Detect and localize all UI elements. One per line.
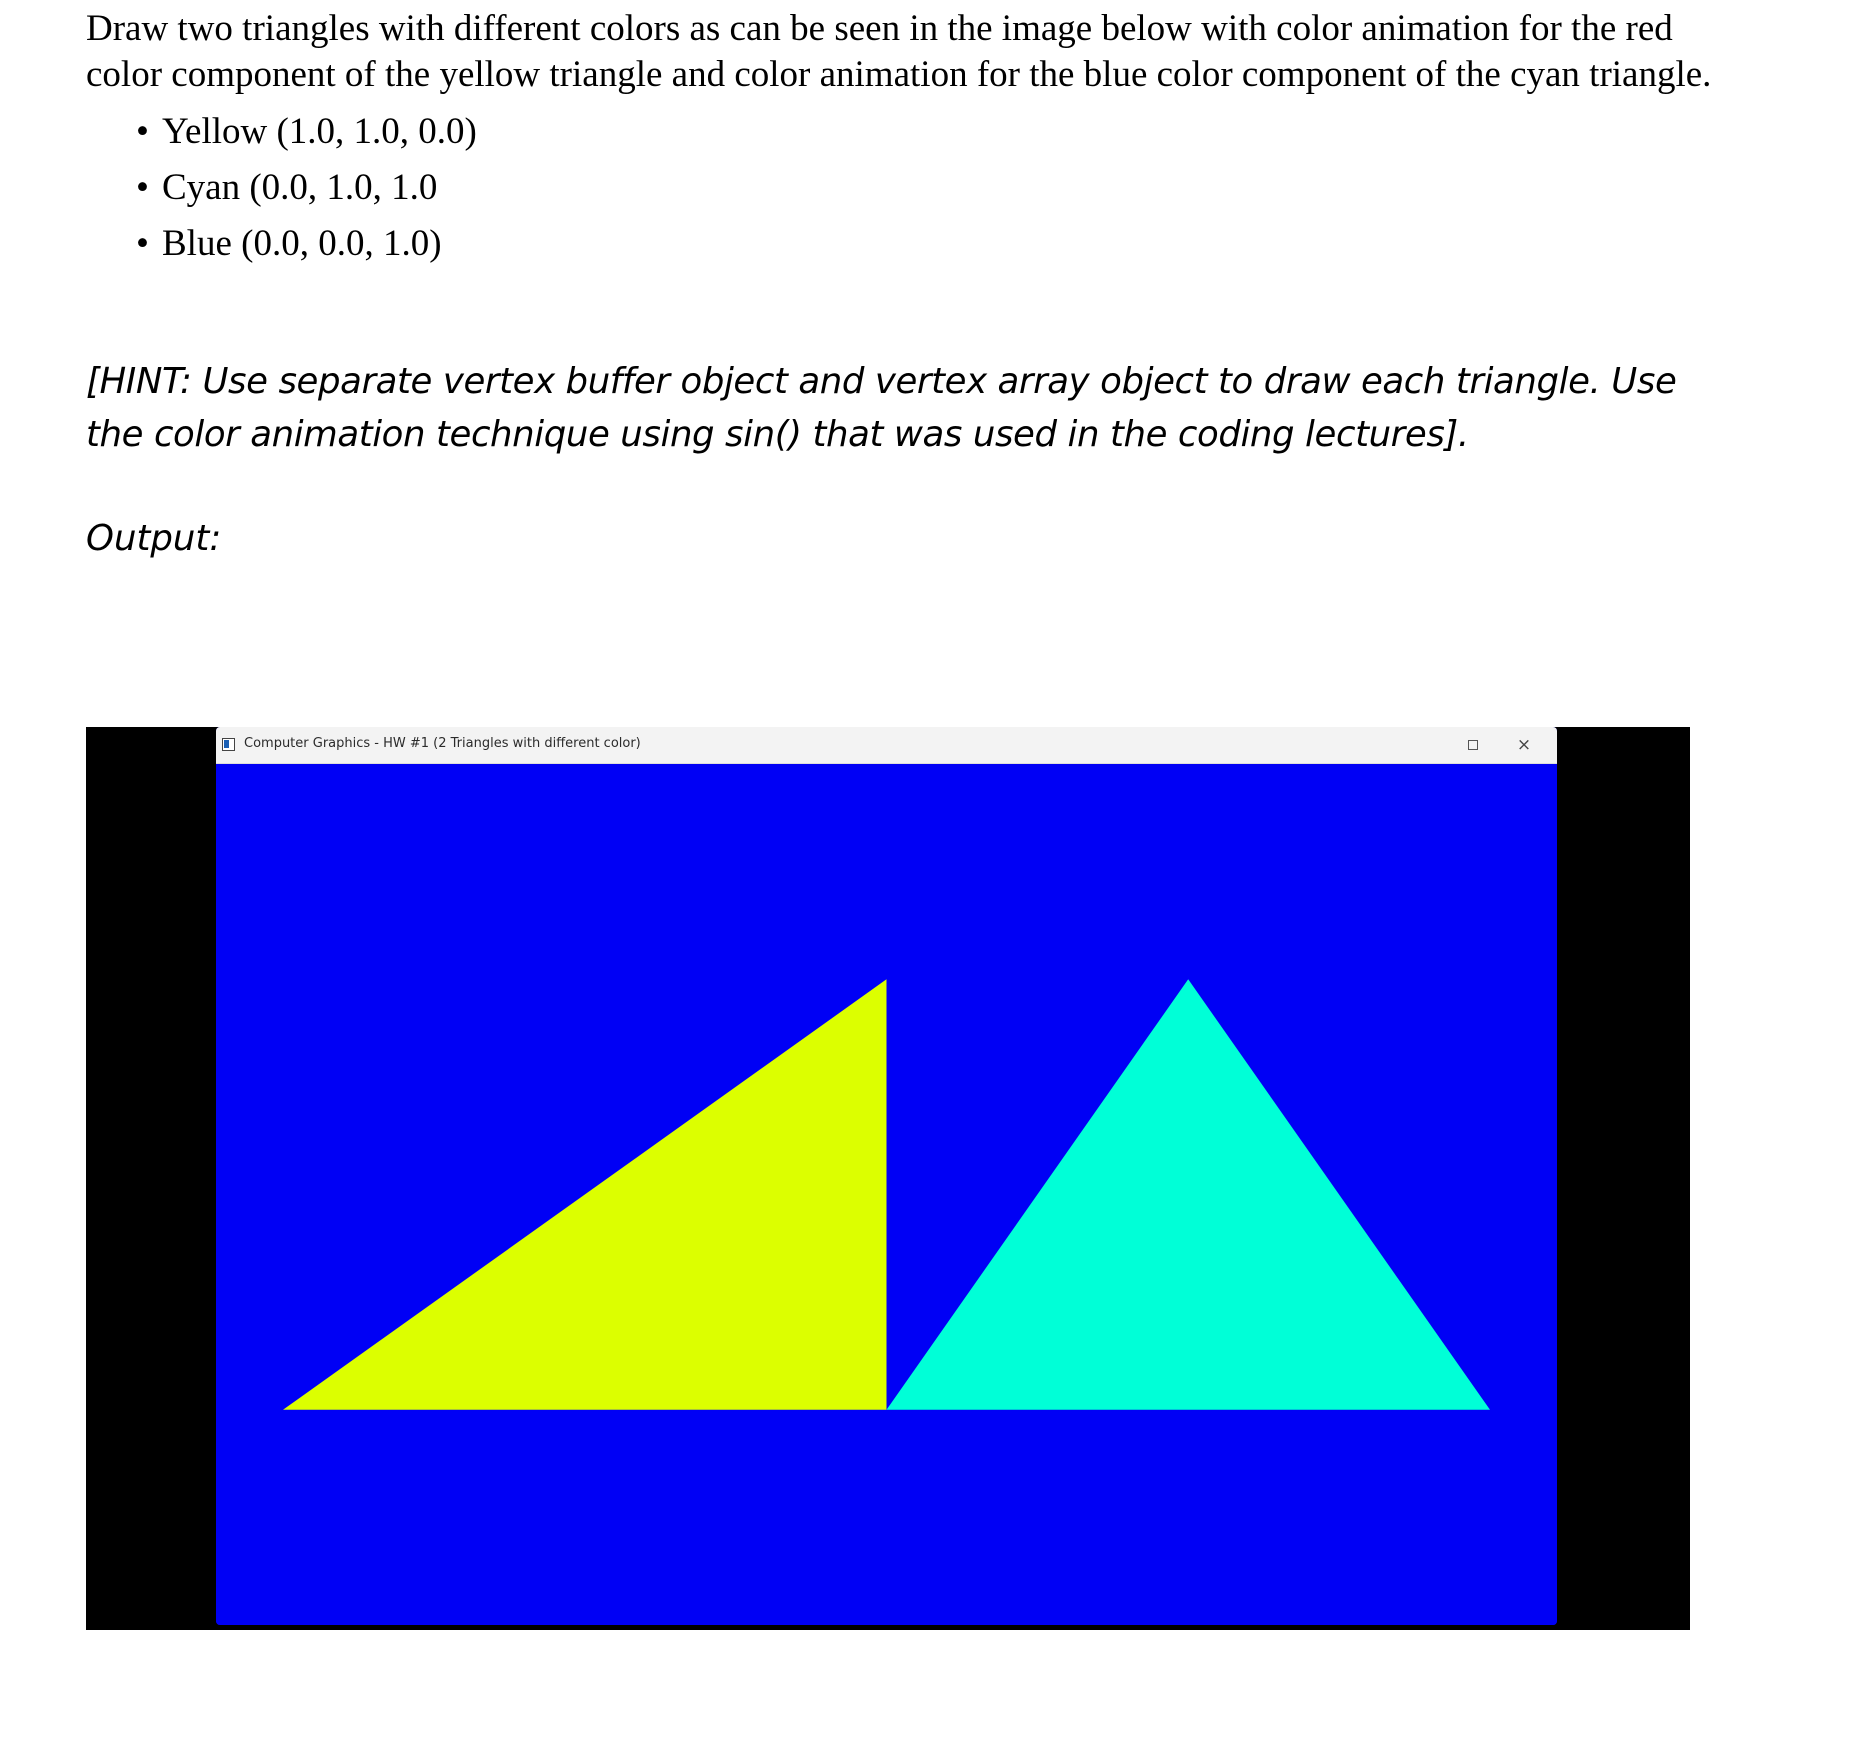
bullet-icon: • bbox=[136, 111, 149, 152]
color-item-cyan bbox=[136, 160, 1716, 216]
app-window bbox=[216, 727, 1557, 1625]
maximize-icon bbox=[1468, 740, 1478, 750]
window-titlebar[interactable] bbox=[216, 727, 1557, 764]
output-label: Output: bbox=[86, 518, 222, 559]
close-button[interactable]: × bbox=[1516, 735, 1532, 755]
color-item-blue bbox=[136, 216, 1716, 272]
app-icon bbox=[222, 738, 235, 751]
window-title: Computer Graphics - HW #1 (2 Triangles with different color) bbox=[244, 736, 641, 751]
output-screenshot bbox=[86, 727, 1690, 1630]
render-canvas bbox=[216, 764, 1557, 1625]
bullet-icon: • bbox=[136, 223, 149, 264]
color-item-label: Yellow (1.0, 1.0, 0.0) bbox=[162, 111, 477, 152]
color-item-yellow bbox=[136, 104, 1716, 160]
hint-text: [HINT: Use separate vertex buffer object and vertex array object to draw each triangle. Use the color animation technique using sin() that was used in the coding lectures]. bbox=[86, 361, 1677, 455]
task-intro: Draw two triangles with different colors as can be seen in the image below with color animation for the red color component of the yellow triangle and color animation for the blue color component of the cyan triangle. bbox=[86, 8, 1712, 95]
color-item-label: Cyan (0.0, 1.0, 1.0 bbox=[162, 167, 438, 208]
maximize-button[interactable] bbox=[1465, 737, 1481, 753]
task-description bbox=[86, 6, 1716, 272]
color-list bbox=[86, 104, 1716, 272]
color-item-label: Blue (0.0, 0.0, 1.0) bbox=[162, 223, 442, 264]
bullet-icon: • bbox=[136, 167, 149, 208]
